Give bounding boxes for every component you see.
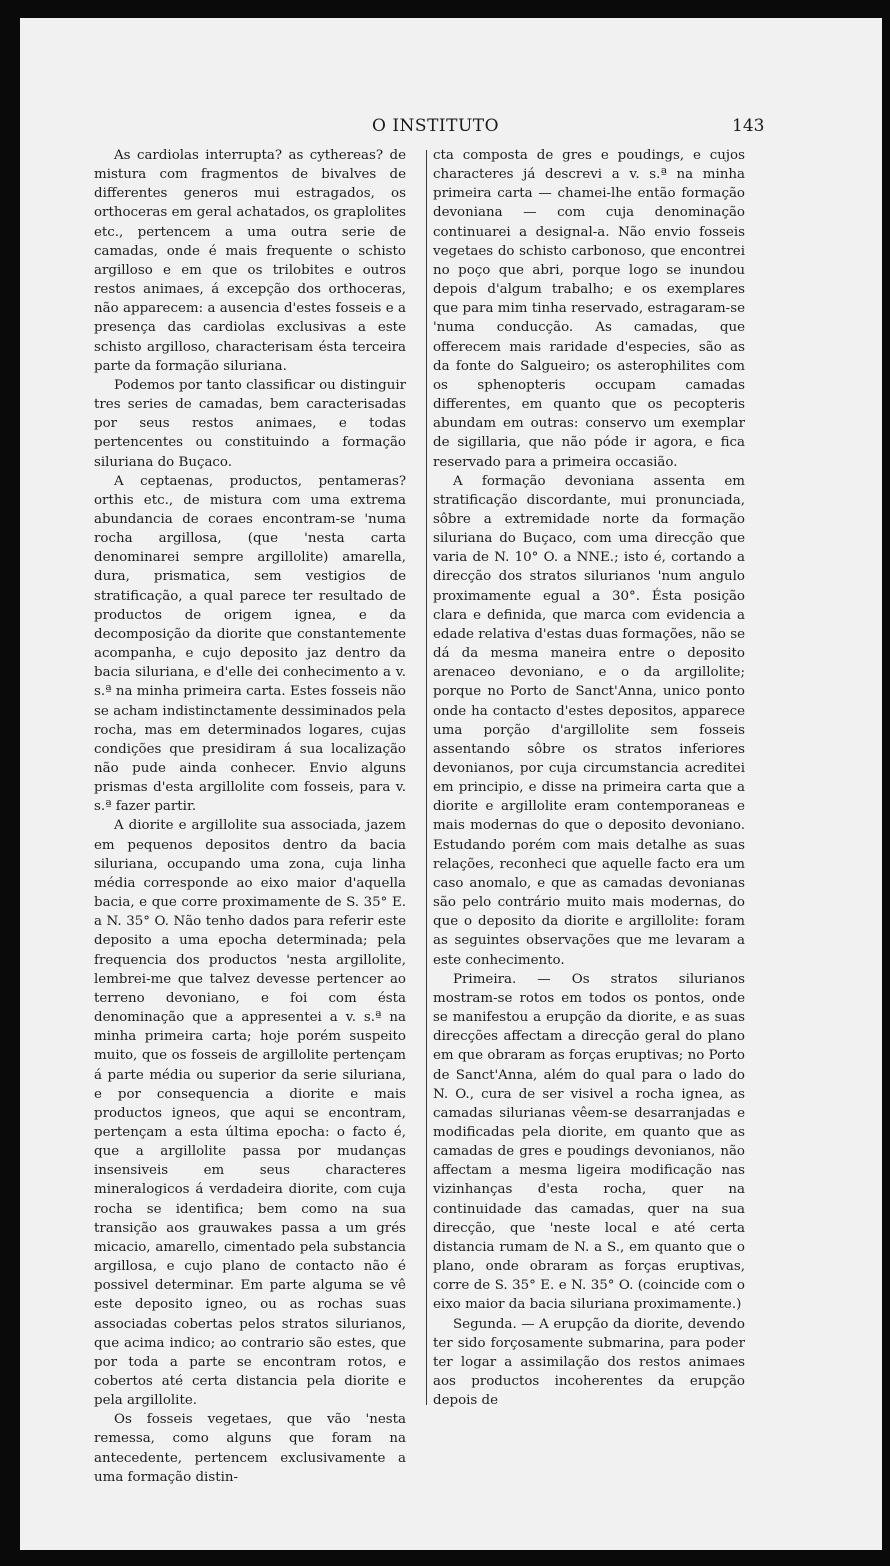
paragraph: A diorite e argillolite sua associada, jazem em pequenos depositos dentro da bacia siluriana, occupando uma zona, cuja linha média corresponde ao eixo maior d'aquella bacia, e que corre proximamente de S. 35° E. a N. 35° O. Não tenho dados para referir este deposito a uma epocha determinada; pela frequencia dos productos 'nesta argillolite, lembrei-me que talvez devesse pertencer ao terreno devoniano, e foi com ésta denominação que a appresentei a v. s.ª na minha primeira carta; hoje porém suspeito muito, que os fosseis de argillolite pertençam á parte média ou superior da serie siluriana, e por consequencia a diorite e mais productos igneos, que aqui se encontram, pertençam a esta última epocha: o facto é, que a argillolite passa por mudanças insensiveis em seus characteres mineralogicos á verdadeira diorite, com cuja rocha se identifica; bem como na sua transição aos grauwakes passa a um grés micacio, amarello, cimentado pela substancia argillosa, e cujo plano de contacto não é possivel determinar. Em parte alguma se vê este deposito igneo, ou as rochas suas associadas cobertas pelos stratos silurianos, que acima indico; ao contrario são estes, que por toda a parte se encontram rotos, e cobertos até certa distancia pela diorite e pela argillolite. xyxy=(94,818,406,1409)
paragraph: Podemos por tanto classificar ou distinguir tres series de camadas, bem caracterisadas por seus restos animaes, e todas pertencentes ou constituindo a formação siluriana do Buçaco. xyxy=(94,377,406,470)
paragraph: Os fosseis vegetaes, que vão 'nesta remessa, como alguns que foram na antecedente, pertencem exclusivamente a uma formação distin- xyxy=(94,1412,406,1485)
paragraph: Primeira. — Os stratos silurianos mostram-se rotos em todos os pontos, onde se manifestou a erupção da diorite, e as suas direcções affectam a direcção geral do plano em que obraram as forças eruptivas; no Porto de Sanct'Anna, além do qual para o lado do N. O., cura de ser visivel a rocha ignea, as camadas silurianas vêem-se desarranjadas e modificadas pela diorite, em quanto que as camadas de gres e poudings devonianos, não affectam a mesma ligeira modificação nas vizinhanças d'esta rocha, quer na continuidade das camadas, quer na sua direcção, que 'neste local e até certa distancia rumam de N. a S., em quanto que o plano, onde obraram as forças eruptivas, corre de S. 35° E. e N. 35° O. (coincide com o eixo maior da bacia siluriana proximamente.) xyxy=(433,971,745,1313)
page-number: 143 xyxy=(732,116,765,136)
paragraph: cta composta de gres e poudings, e cujos characteres já descrevi a v. s.ª na minha primeira carta — chamei-lhe então formação devoniana — com cuja denominação continuarei a designal-a. Não envio fosseis vegetaes do schisto carbonoso, que encontrei no poço que abri, porque logo se inundou depois d'algum trabalho; e os exemplares que para mim tinha reservado, estragaram-se 'numa conducção. As camadas, que offerecem mais raridade d'especies, são as da fonte do Salgueiro; os asterophilites com os sphenopteris occupam camadas differentes, em quanto que os pecopteris abundam em outras: conservo um exemplar de sigillaria, que não póde ir agora, e fica reservado para a primeira occasião. xyxy=(433,148,745,470)
right-column xyxy=(433,146,745,1410)
column-divider xyxy=(426,150,427,1405)
paragraph: A ceptaenas, productos, pentameras? orthis etc., de mistura com uma extrema abundancia de coraes encontram-se 'numa rocha argillosa, (que 'nesta carta denominarei sempre argillolite) amarella, dura, prismatica, sem vestigios de stratificação, a qual parece ter resultado de productos de origem ignea, e da decomposição da diorite que constantemente acompanha, e cujo deposito jaz dentro da bacia siluriana, e d'elle dei conhecimento a v. s.ª na minha primeira carta. Estes fosseis não se acham indistinctamente dessiminados pela rocha, mas em determinados logares, cujas condições que presidiram á sua localização não pude ainda conhecer. Envio alguns prismas d'esta argillolite com fosseis, para v. s.ª fazer partir. xyxy=(94,473,406,815)
paragraph: Segunda. — A erupção da diorite, devendo ter sido forçosamente submarina, para poder ter logar a assimilação dos restos animaes aos productos incoherentes da erupção depois de xyxy=(433,1316,745,1409)
running-header xyxy=(20,116,882,146)
paragraph: As cardiolas interrupta? as cythereas? de mistura com fragmentos de bivalves de differentes generos mui estragados, os orthoceras em geral achatados, os graplolites etc., pertencem a uma outra serie de camadas, onde é mais frequente o schisto argilloso e em que os trilobites e outros restos animaes, á excepção dos orthoceras, não apparecem: a ausencia d'estes fosseis e a presença das cardiolas exclusivas a este schisto argilloso, characterisam ésta terceira parte da formação siluriana. xyxy=(94,148,406,374)
journal-title: O INSTITUTO xyxy=(372,116,500,136)
paragraph: A formação devoniana assenta em stratificação discordante, mui pronunciada, sôbre a extremidade norte da formação siluriana do Buçaco, com uma direcção que varia de N. 10° O. a NNE.; isto é, cortando a direcção dos stratos silurianos 'num angulo proximamente egual a 30°. Ésta posição clara e definida, que marca com evidencia a edade relativa d'estas duas formações, não se dá da mesma maneira entre o deposito arenaceo devoniano, e o da argillolite; porque no Porto de Sanct'Anna, unico ponto onde ha contacto d'estes depositos, apparece uma porção d'argillolite sem fosseis assentando sôbre os stratos inferiores devonianos, por cuja circumstancia acreditei em principio, e disse na primeira carta que a diorite e argillolite eram contemporaneas e mais modernas do que o deposito devoniano. Estudando porém com mais detalhe as suas relações, reconheci que aquelle facto era um caso anomalo, e que as camadas devonianas são pelo contrário muito mais modernas, do que o deposito da diorite e argillolite: foram as seguintes observações que me levaram a este conhecimento. xyxy=(433,473,745,968)
page-sheet xyxy=(20,18,882,1550)
left-column xyxy=(94,146,406,1487)
